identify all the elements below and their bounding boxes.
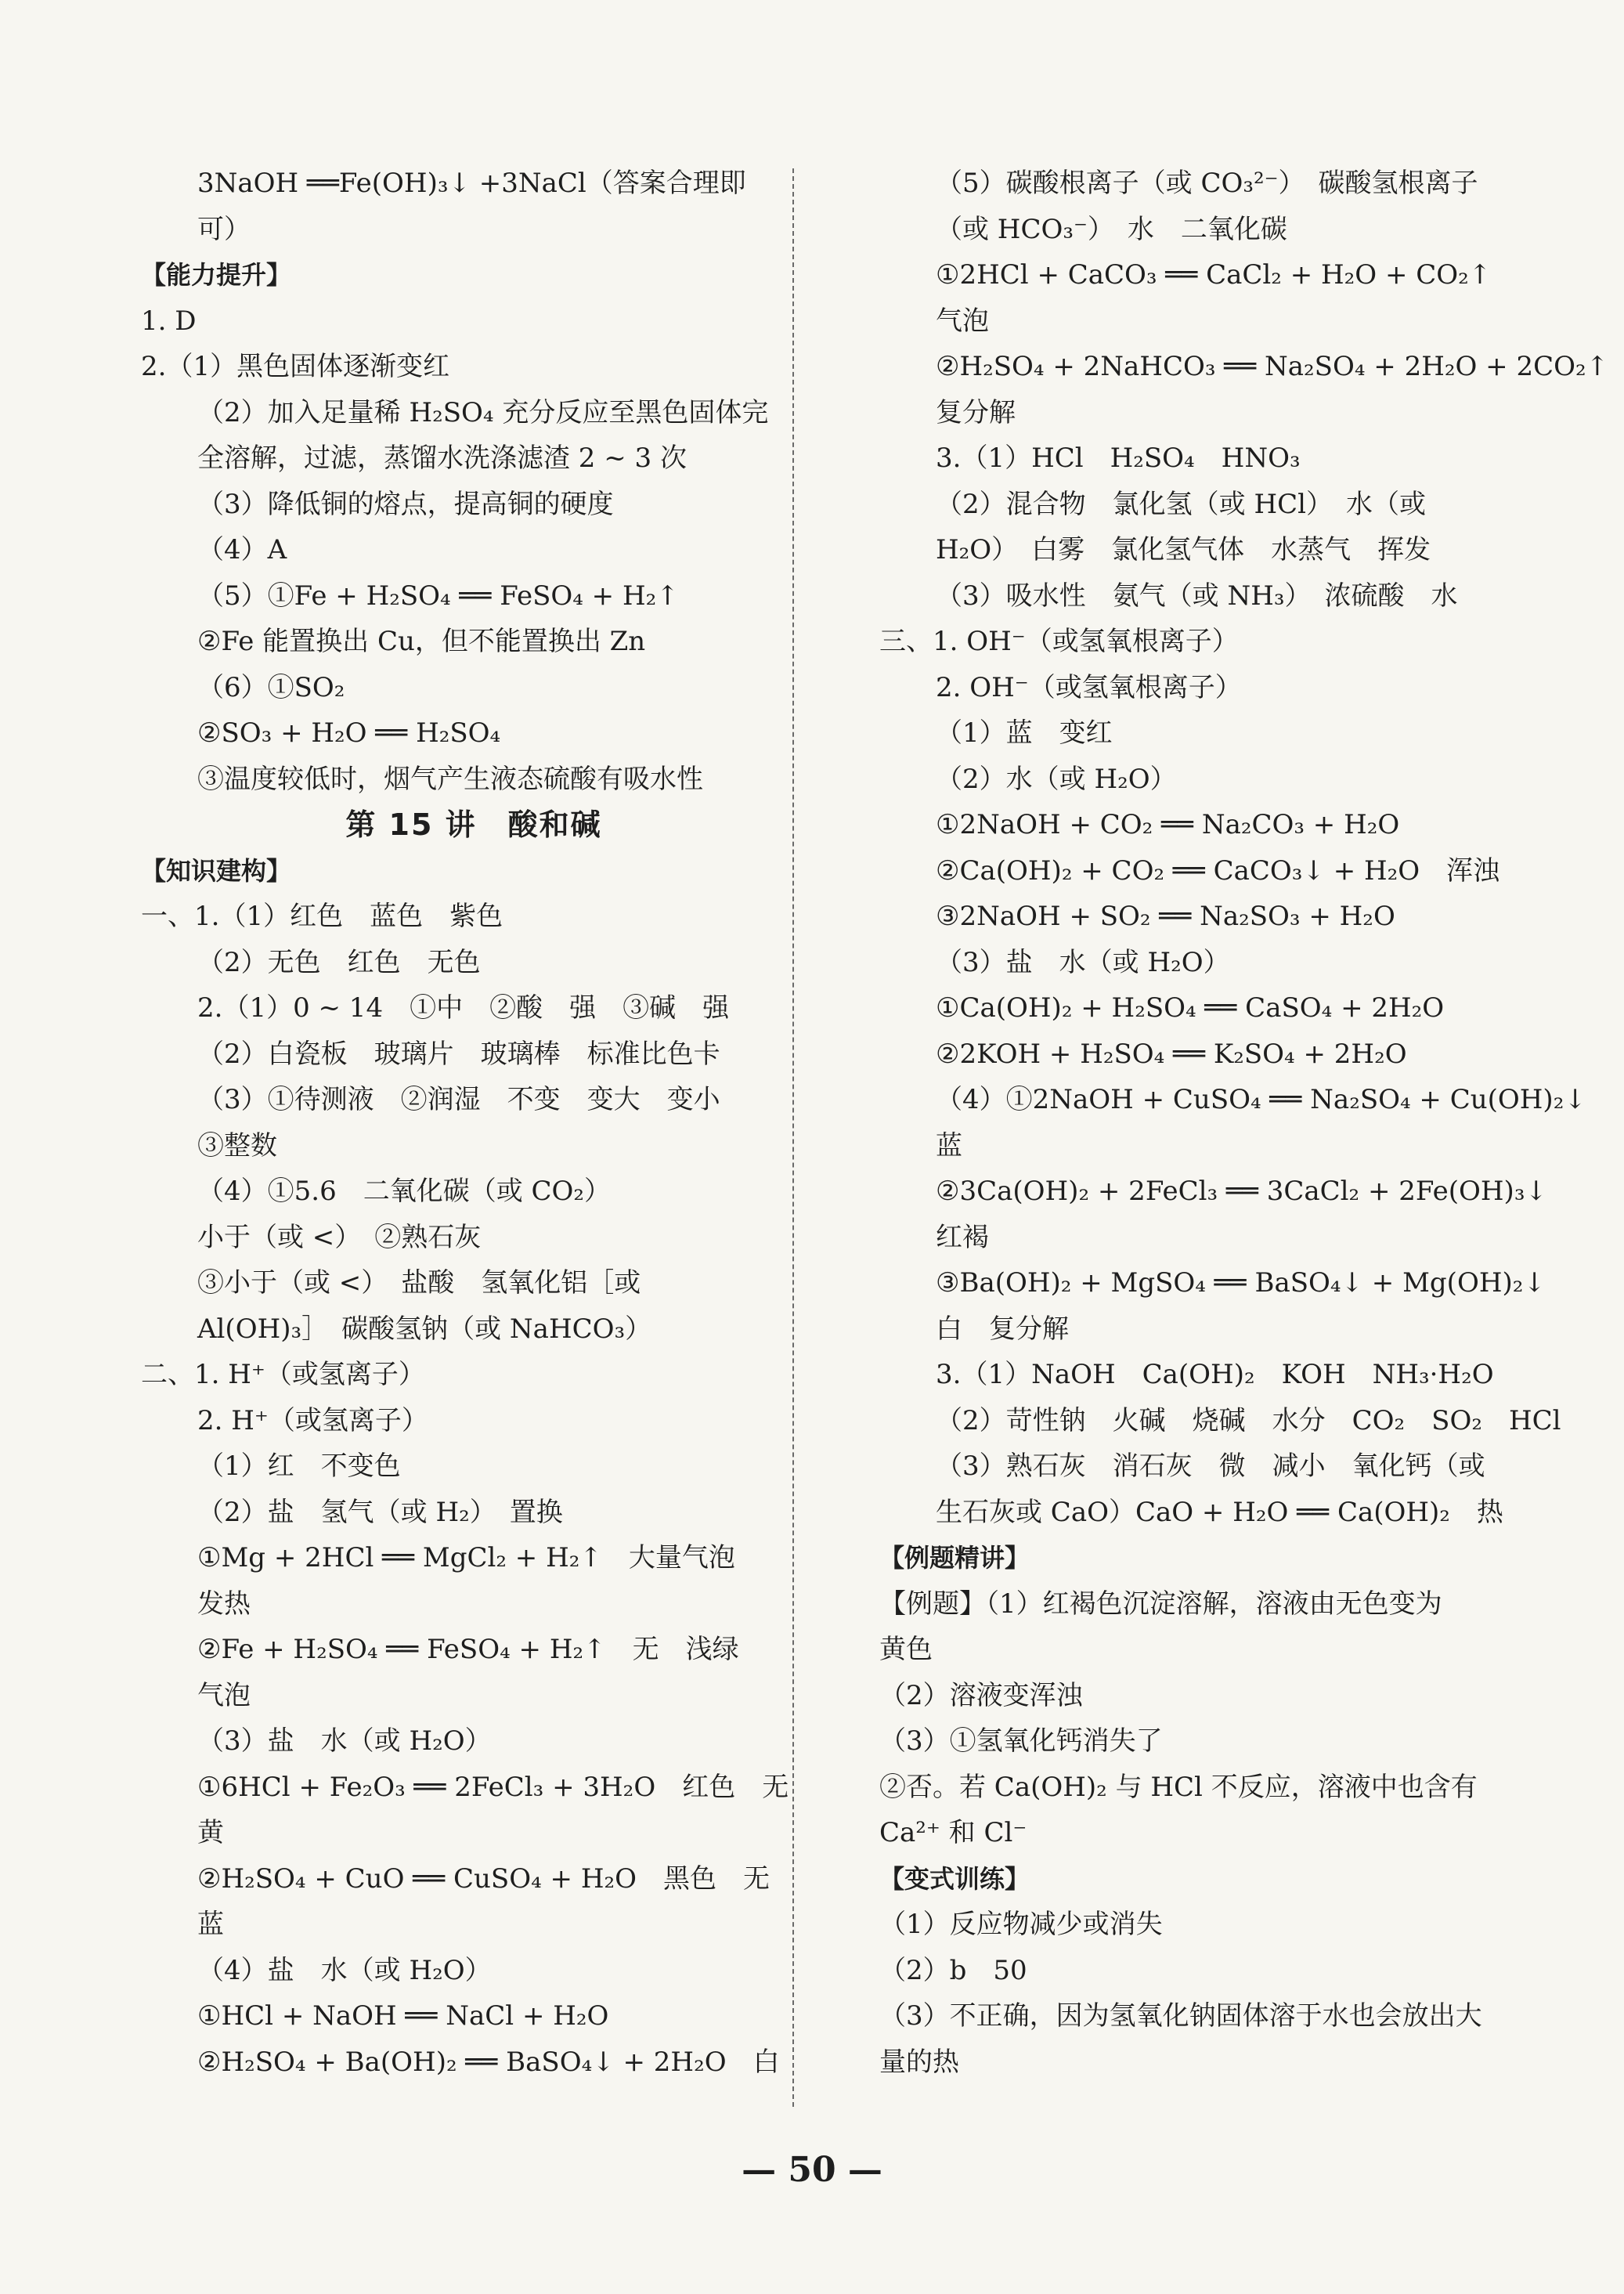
answer-line: ②SO₃ + H₂O ══ H₂SO₄	[197, 717, 501, 749]
page-number: — 50 —	[742, 2150, 882, 2190]
answer-line: （3）降低铜的熔点，提高铜的硬度	[197, 488, 614, 520]
answer-line: 发热	[197, 1588, 251, 1620]
answer-line: （5）①Fe + H₂SO₄ ══ FeSO₄ + H₂↑	[197, 580, 679, 612]
answer-line: （3）①氢氧化钙消失了	[879, 1725, 1163, 1757]
answer-line: （2）加入足量稀 H₂SO₄ 充分反应至黑色固体完	[197, 396, 769, 428]
answer-line: 黄	[197, 1817, 224, 1848]
answer-line: （4）①2NaOH + CuSO₄ ══ Na₂SO₄ + Cu(OH)₂↓	[936, 1084, 1586, 1115]
answer-line: （4）A	[197, 534, 287, 565]
answer-line: ①Ca(OH)₂ + H₂SO₄ ══ CaSO₄ + 2H₂O	[936, 992, 1445, 1024]
answer-line: ②H₂SO₄ + CuO ══ CuSO₄ + H₂O 黑色 无	[197, 1862, 770, 1895]
answer-line: ②否。若 Ca(OH)₂ 与 HCl 不反应，溶液中也含有	[879, 1771, 1478, 1803]
answer-line: （3）熟石灰 消石灰 微 减小 氧化钙（或	[936, 1450, 1485, 1482]
answer-line: 蓝	[936, 1129, 962, 1161]
answer-line: ③Ba(OH)₂ + MgSO₄ ══ BaSO₄↓ + Mg(OH)₂↓	[936, 1267, 1546, 1299]
answer-line: ②2KOH + H₂SO₄ ══ K₂SO₄ + 2H₂O	[936, 1038, 1407, 1070]
column-divider	[792, 168, 794, 2107]
answer-line: （或 HCO₃⁻） 水 二氧化碳	[936, 213, 1287, 245]
answer-line: （3）不正确，因为氢氧化钠固体溶于水也会放出大	[879, 2000, 1482, 2032]
answer-line: ③小于（或 <） 盐酸 氢氧化铝［或	[197, 1267, 641, 1299]
answer-line: 白 复分解	[936, 1313, 1069, 1345]
answer-line: Ca²⁺ 和 Cl⁻	[879, 1817, 1027, 1848]
answer-line: （4）盐 水（或 H₂O）	[197, 1954, 492, 1986]
answer-line: ①HCl + NaOH ══ NaCl + H₂O	[197, 2000, 609, 2032]
answer-line: 复分解	[936, 396, 1016, 428]
answer-line: （2）b 50	[879, 1954, 1027, 1986]
answer-line: ③整数	[197, 1129, 277, 1161]
answer-line: （6）①SO₂	[197, 671, 345, 703]
section-heading: 【变式训练】	[879, 1863, 1030, 1894]
answer-line: 三、1. OH⁻（或氢氧根离子）	[879, 626, 1239, 657]
answer-line: ①6HCl + Fe₂O₃ ══ 2FeCl₃ + 3H₂O 红色 无	[197, 1771, 789, 1803]
section-heading: 【能力提升】	[141, 260, 292, 290]
answer-line: 3NaOH ══Fe(OH)₃↓ +3NaCl（答案合理即	[197, 168, 746, 199]
answer-line: 可）	[197, 213, 251, 245]
lecture-title: 第 15 讲 酸和碱	[345, 807, 602, 842]
answer-line: 3.（1）HCl H₂SO₄ HNO₃	[936, 443, 1301, 474]
answer-line: 3.（1）NaOH Ca(OH)₂ KOH NH₃·H₂O	[936, 1359, 1494, 1390]
answer-line: 量的热	[879, 2046, 959, 2078]
answer-line: 蓝	[197, 1909, 224, 1940]
answer-line: 全溶解，过滤，蒸馏水洗涤滤渣 2 ~ 3 次	[197, 443, 687, 474]
answer-line: 气泡	[936, 305, 989, 337]
answer-line: （3）盐 水（或 H₂O）	[936, 946, 1230, 978]
answer-line: 2.（1）黑色固体逐渐变红	[141, 351, 450, 382]
answer-line: （3）盐 水（或 H₂O）	[197, 1725, 492, 1757]
answer-line: （2）无色 红色 无色	[197, 946, 481, 978]
answer-line: ②3Ca(OH)₂ + 2FeCl₃ ══ 3CaCl₂ + 2Fe(OH)₃↓	[936, 1176, 1547, 1207]
answer-line: ①Mg + 2HCl ══ MgCl₂ + H₂↑ 大量气泡	[197, 1542, 735, 1573]
left-column	[141, 161, 789, 2085]
answer-line: （2）混合物 氯化氢（或 HCl） 水（或	[936, 488, 1426, 520]
answer-line: 二、1. H⁺（或氢离子）	[141, 1359, 425, 1390]
answer-line: （3）吸水性 氨气（或 NH₃） 浓硫酸 水	[936, 580, 1458, 612]
answer-line: （2）水（或 H₂O）	[936, 763, 1177, 795]
answer-line: （3）①待测液 ②润湿 不变 变大 变小	[197, 1084, 720, 1115]
answer-line: ②H₂SO₄ + Ba(OH)₂ ══ BaSO₄↓ + 2H₂O 白	[197, 2046, 780, 2078]
answer-line: Al(OH)₃］ 碳酸氢钠（或 NaHCO₃）	[197, 1313, 652, 1345]
answer-line: （1）蓝 变红	[936, 717, 1113, 749]
answer-line: 生石灰或 CaO）CaO + H₂O ══ Ca(OH)₂ 热	[936, 1496, 1503, 1528]
answer-line: 2.（1）0 ~ 14 ①中 ②酸 强 ③碱 强	[197, 992, 730, 1024]
answer-line: （2）溶液变浑浊	[879, 1679, 1083, 1711]
answer-line: 红褐	[936, 1221, 989, 1253]
answer-line: 气泡	[197, 1679, 251, 1711]
answer-line: 2. H⁺（或氢离子）	[197, 1404, 428, 1436]
answer-line: 黄色	[879, 1634, 933, 1665]
section-heading: 【知识建构】	[141, 855, 292, 886]
right-column	[879, 161, 1609, 2085]
answer-line: ②Fe 能置换出 Cu，但不能置换出 Zn	[197, 626, 646, 657]
answer-line: ③温度较低时，烟气产生液态硫酸有吸水性	[197, 763, 703, 795]
answer-line: ③2NaOH + SO₂ ══ Na₂SO₃ + H₂O	[936, 901, 1395, 932]
answer-line: 2. OH⁻（或氢氧根离子）	[936, 671, 1242, 703]
answer-line: （2）盐 氢气（或 H₂） 置换	[197, 1496, 563, 1528]
answer-line: 【例题】（1）红褐色沉淀溶解，溶液由无色变为	[879, 1588, 1442, 1620]
answer-line: 一、1.（1）红色 蓝色 紫色	[141, 901, 503, 932]
answer-line: H₂O） 白雾 氯化氢气体 水蒸气 挥发	[936, 534, 1431, 565]
answer-line: 1. D	[141, 305, 197, 337]
answer-line: （1）反应物减少或消失	[879, 1909, 1163, 1940]
section-heading: 【例题精讲】	[879, 1543, 1030, 1573]
answer-line: （2）苛性钠 火碱 烧碱 水分 CO₂ SO₂ HCl	[936, 1404, 1561, 1436]
answer-line: （5）碳酸根离子（或 CO₃²⁻） 碳酸氢根离子	[936, 168, 1478, 199]
answer-line: ②Fe + H₂SO₄ ══ FeSO₄ + H₂↑ 无 浅绿	[197, 1634, 739, 1665]
answer-line: （2）白瓷板 玻璃片 玻璃棒 标准比色卡	[197, 1038, 720, 1070]
answer-line: （4）①5.6 二氧化碳（或 CO₂）	[197, 1176, 612, 1207]
answer-line: ②Ca(OH)₂ + CO₂ ══ CaCO₃↓ + H₂O 浑浊	[936, 854, 1500, 887]
answer-line: 小于（或 <） ②熟石灰	[197, 1221, 482, 1253]
answer-line: ①2HCl + CaCO₃ ══ CaCl₂ + H₂O + CO₂↑	[936, 259, 1492, 291]
answer-line: （1）红 不变色	[197, 1450, 401, 1482]
answer-line: ②H₂SO₄ + 2NaHCO₃ ══ Na₂SO₄ + 2H₂O + 2CO₂↑	[936, 351, 1609, 382]
answer-line: ①2NaOH + CO₂ ══ Na₂CO₃ + H₂O	[936, 809, 1400, 840]
